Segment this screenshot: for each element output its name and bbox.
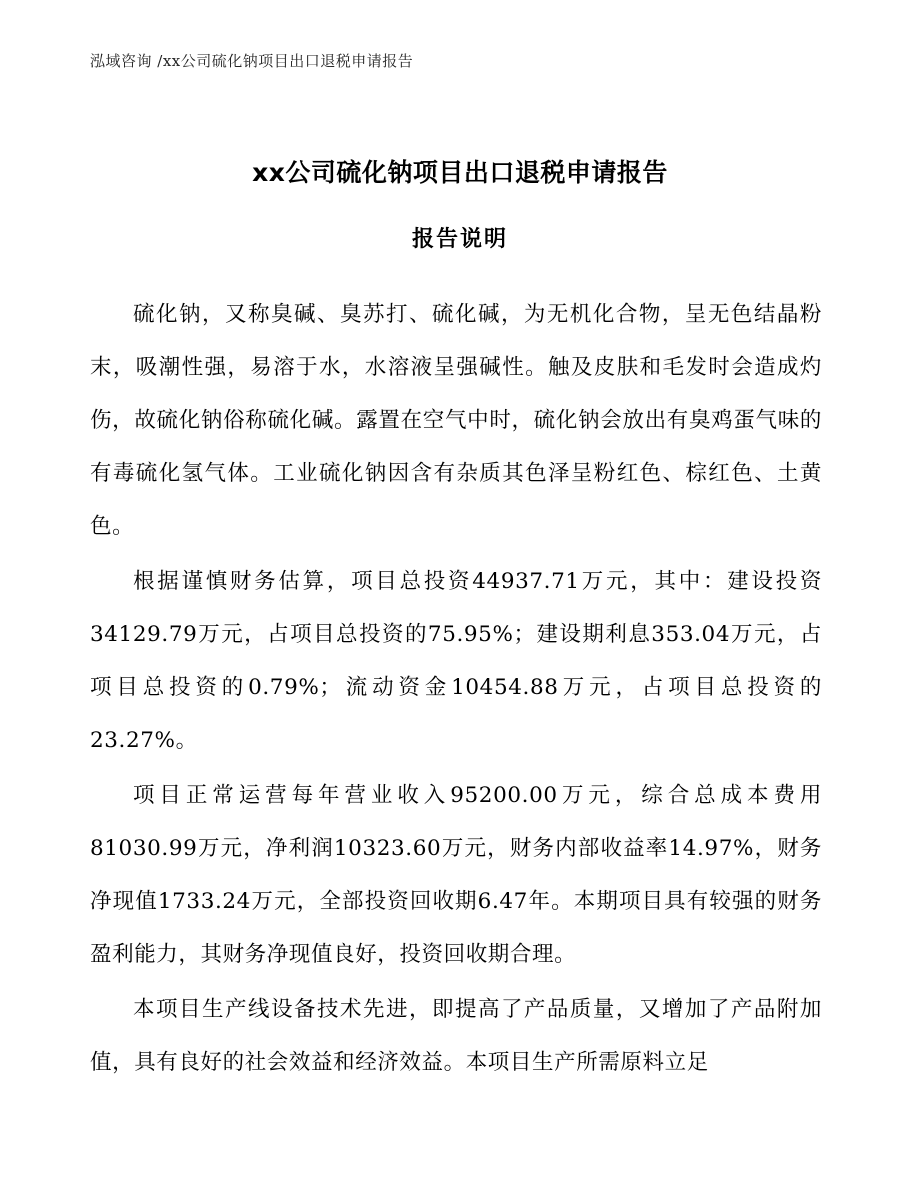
document-title: xx公司硫化钠项目出口退税申请报告 [252,158,668,187]
paragraph-investment-estimate: 根据谨慎财务估算，项目总投资44937.71万元，其中：建设投资34129.79万元，占项目总投资的75.95%；建设期利息353.04万元，占项目总投资的0.79%；流动资金10454.88万元，占项目总投资的23.27%。 [90,569,822,753]
report-body [90,288,822,1091]
page-header-breadcrumb: 泓域咨询 /xx公司硫化钠项目出口退税申请报告 [90,52,414,70]
paragraph-production-line: 本项目生产线设备技术先进，即提高了产品质量，又增加了产品附加值，具有良好的社会效益和经济效益。本项目生产所需原料立足 [90,997,822,1075]
paragraph-sodium-sulfide-intro: 硫化钠，又称臭碱、臭苏打、硫化碱，为无机化合物，呈无色结晶粉末，吸潮性强，易溶于水，水溶液呈强碱性。触及皮肤和毛发时会造成灼伤，故硫化钠俗称硫化碱。露置在空气中时，硫化钠会放出有臭鸡蛋气味的有毒硫化氢气体。工业硫化钠因含有杂质其色泽呈粉红色、棕红色、土黄色。 [90,302,822,539]
section-title: 报告说明 [411,227,508,252]
paragraph-financial-returns: 项目正常运营每年营业收入95200.00万元，综合总成本费用81030.99万元，净利润10323.60万元，财务内部收益率14.97%，财务净现值1733.24万元，全部投资回收期6.47年。本期项目具有较强的财务盈利能力，其财务净现值良好，投资回收期合理。 [90,783,822,967]
